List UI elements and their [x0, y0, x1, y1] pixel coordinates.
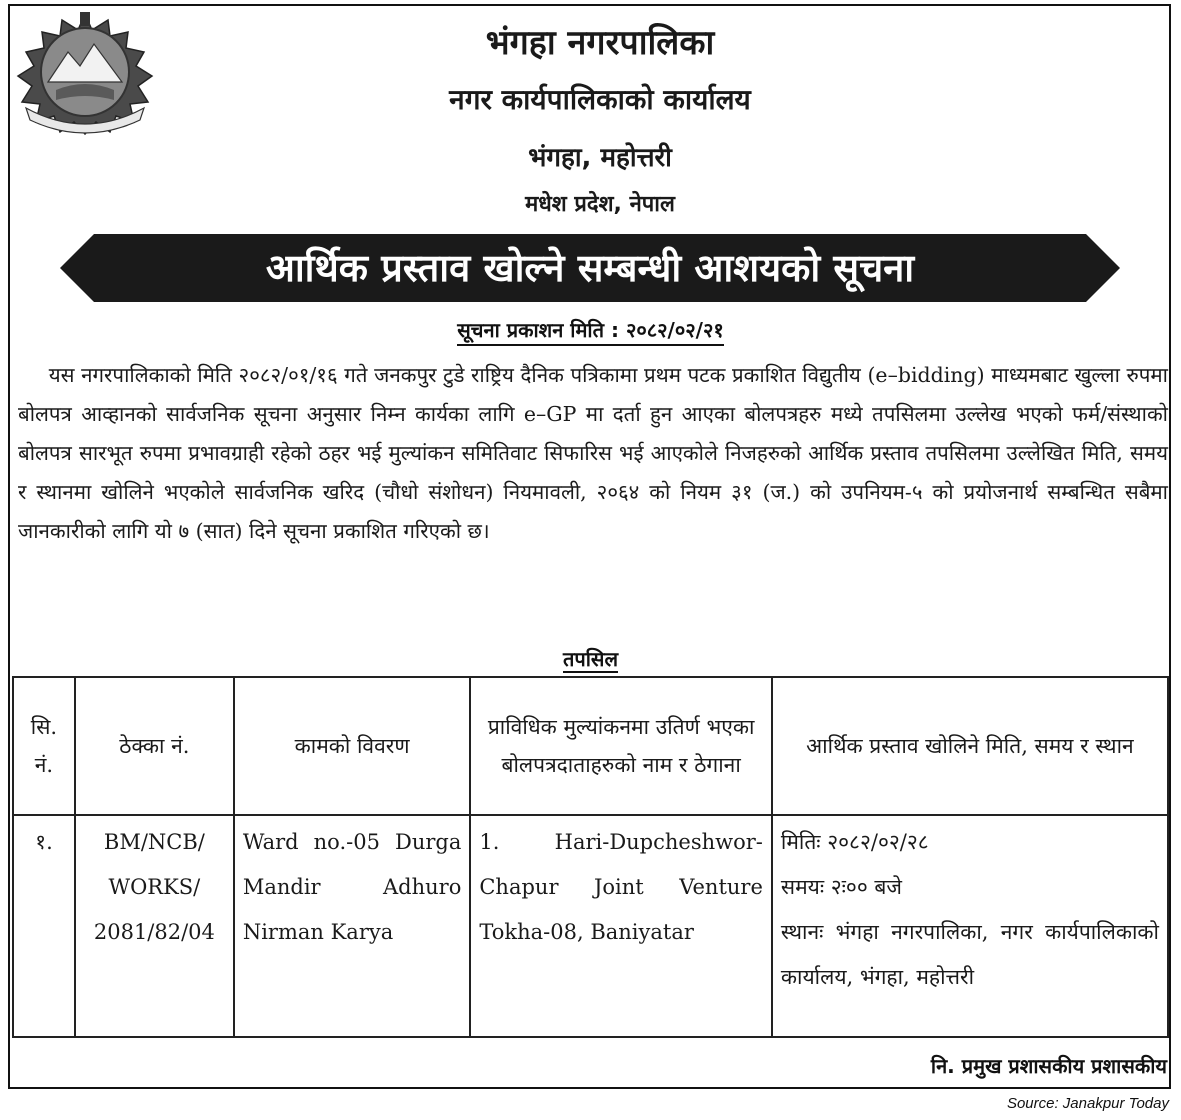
schedule-heading: तपसिल: [562, 647, 619, 671]
signatory: नि. प्रमुख प्रशासकीय प्रशासकीय: [930, 1054, 1167, 1078]
schedule-table: [12, 676, 1169, 1038]
municipality-name: भंगहा नगरपालिका: [485, 23, 715, 63]
notice-title: आर्थिक प्रस्ताव खोल्ने सम्बन्धी आशयको सूचना: [265, 246, 915, 290]
cell-bidder: 1. Hari-Dupcheshwor-Chapur Joint Venture Tokha-08, Baniyatar: [470, 815, 772, 1037]
header-sn: सि. नं.: [13, 677, 75, 815]
header-opening: आर्थिक प्रस्ताव खोलिने मिति, समय र स्थान: [772, 677, 1168, 815]
cell-work-description: Ward no.-05 Durga Mandir Adhuro Nirman Karya: [234, 815, 471, 1037]
table-header-row: [13, 677, 1168, 815]
opening-time: समयः २ः०० बजे: [780, 875, 902, 899]
office-name: नगर कार्यपालिकाको कार्यालय: [449, 83, 751, 116]
cell-opening: [772, 815, 1168, 1037]
notice-body: यस नगरपालिकाको मिति २०८२/०१/१६ गते जनकपुर टुडे राष्ट्रिय दैनिक पत्रिकामा प्रथम पटक प्रकाशित विद्युतीय (e–bidding) माध्यमबाट खुल्ला रुपमा बोलपत्र आव्हानको सार्वजनिक सूचना अनुसार निम्न कार्यका लागि e–GP मा दर्ता हुन आएका बोलपत्रहरु मध्ये तपसिलमा उल्लेख भएको फर्म/संस्थाको बोलपत्र सारभूत रुपमा प्रभावग्राही रहेको ठहर भई मुल्यांकन समितिवाट सिफारिस भई आएकोले निजहरुको आर्थिक प्रस्ताव तपसिलमा उल्लेखित मिति, समय र स्थानमा खोलिने भएकोले सार्वजनिक खरिद (चौधो संशोधन) नियमावली, २०६४ को नियम ३१ (ज.) को उपनियम-५ को प्रयोजनार्थ सम्बन्धित सबैमा जानकारीको लागि यो ७ (सात) दिने सूचना प्रकाशित गरिएको छ।: [18, 363, 1168, 543]
header-work-description: कामको विवरण: [234, 677, 471, 815]
source-credit: Source: Janakpur Today: [1006, 1095, 1169, 1112]
province-name: मधेश प्रदेश, नेपाल: [525, 192, 675, 217]
publication-date: सूचना प्रकाशन मिति : २०८२/०२/२१: [457, 318, 724, 346]
opening-place: स्थानः भंगहा नगरपालिका, नगर कार्यपालिकाको कार्यालय, भंगहा, महोत्तरी: [780, 920, 1159, 989]
schedule-heading-row: [0, 645, 1181, 672]
location-name: भंगहा, महोत्तरी: [528, 143, 672, 173]
cell-sn: १.: [13, 815, 75, 1037]
publication-date-row: [0, 316, 1181, 343]
nepal-government-emblem-icon: [10, 8, 160, 138]
table-row: [13, 815, 1168, 1037]
header-contract-no: ठेक्का नं.: [75, 677, 234, 815]
header-bidder: प्राविधिक मुल्यांकनमा उतिर्ण भएका बोलपत्रदाताहरुको नाम र ठेगाना: [470, 677, 772, 815]
cell-contract-no: BM/NCB/ WORKS/ 2081/82/04: [75, 815, 234, 1037]
opening-date: मितिः २०८२/०२/२८: [780, 830, 929, 854]
